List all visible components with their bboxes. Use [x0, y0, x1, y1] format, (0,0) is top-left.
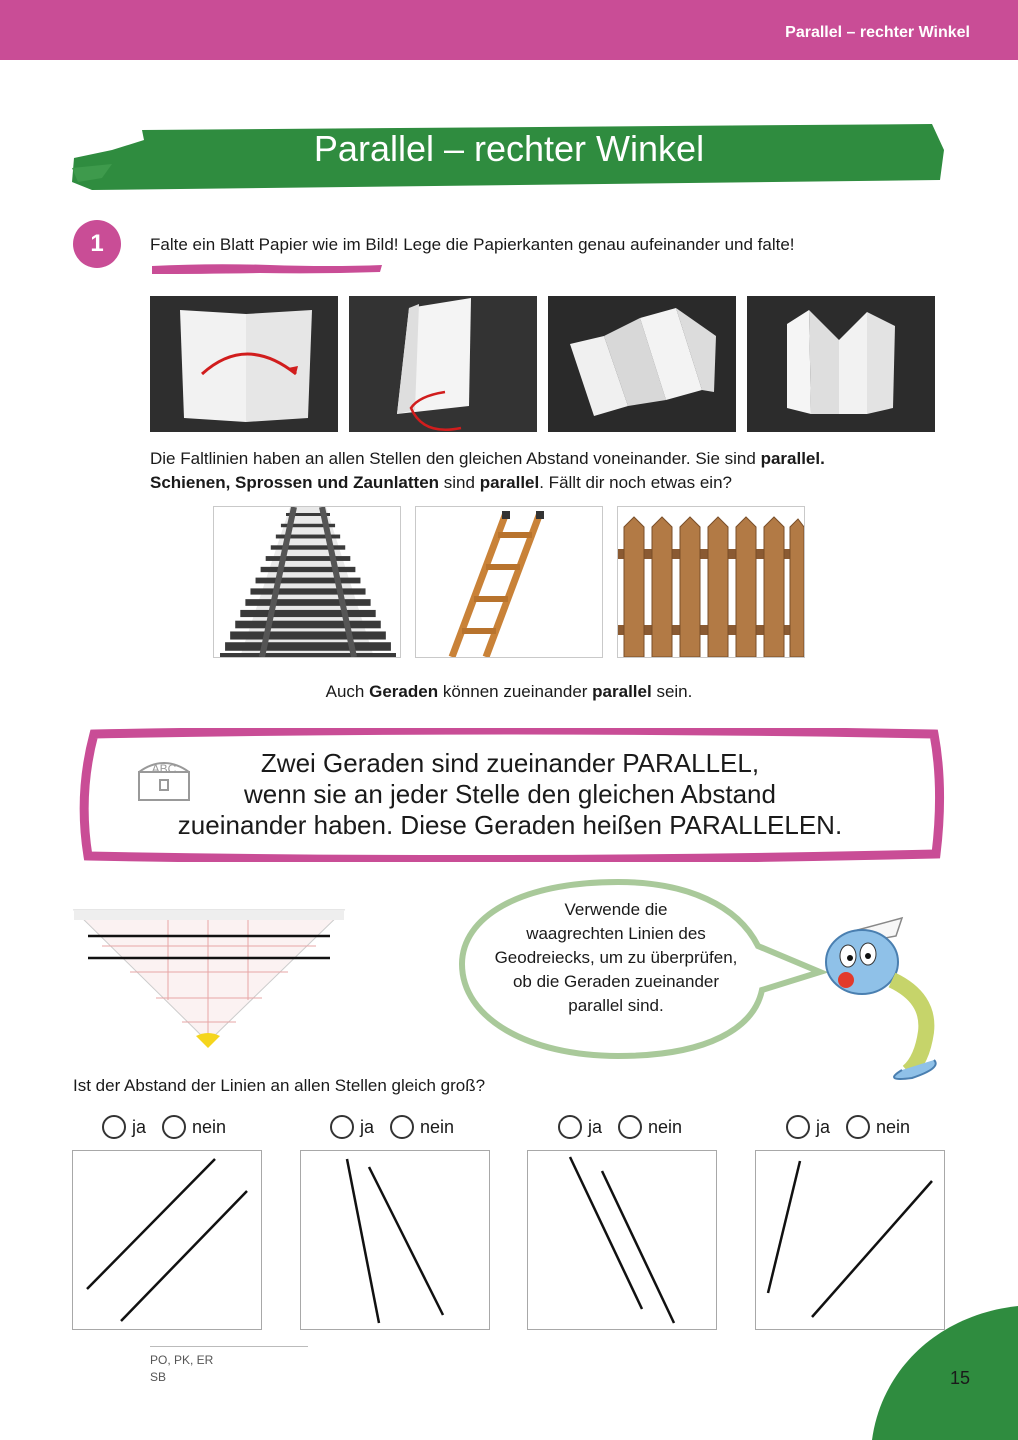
radio-nein-3[interactable]: [618, 1115, 642, 1139]
bubble-line: waagrechten Linien des: [526, 924, 706, 943]
rail-tie: [271, 545, 345, 549]
option-label-nein: nein: [192, 1116, 227, 1137]
radio-nein-4[interactable]: [846, 1115, 870, 1139]
option-label-ja: ja: [132, 1116, 147, 1137]
bubble-line: ob die Geraden zueinander: [512, 972, 720, 991]
fold-photo-3: [548, 296, 736, 432]
fence-photo: [617, 506, 805, 658]
rail-tie: [266, 556, 351, 561]
radio-nein-1[interactable]: [162, 1115, 186, 1139]
radio-ja-2[interactable]: [330, 1115, 354, 1139]
sentence-text: sein.: [651, 682, 693, 701]
option-group-1: [102, 1115, 226, 1139]
ladder-photo: [415, 506, 603, 658]
explanation-paragraph: [150, 447, 950, 495]
para-text: sind: [439, 473, 480, 492]
rail-tie: [261, 567, 356, 572]
sentence-bold-geraden: Geraden: [369, 682, 439, 701]
rail-tie: [220, 653, 396, 657]
radio-nein-2[interactable]: [390, 1115, 414, 1139]
bubble-line: Geodreiecks, um zu überprüfen,: [494, 948, 738, 967]
sentence-text: können zueinander: [438, 682, 593, 701]
footer-codes: [150, 1352, 213, 1386]
icon-label: ABC: [151, 762, 177, 776]
rail-tie: [240, 610, 375, 617]
line-pair-box-4: [755, 1150, 945, 1330]
option-group-3: [558, 1115, 682, 1139]
radio-ja-4[interactable]: [786, 1115, 810, 1139]
rail-tie: [230, 631, 386, 639]
line-pair-box-1: [72, 1150, 262, 1330]
definition-line-1: Zwei Geraden sind zueinander PARALLEL,: [260, 748, 760, 778]
rail-tie: [225, 642, 391, 651]
definition-line-3: zueinander haben. Diese Geraden heißen PARALLELEN.: [177, 810, 843, 840]
line-pair-box-3: [527, 1150, 717, 1330]
fold-photo-4: [747, 296, 935, 432]
speech-bubble-text: [468, 898, 764, 1018]
option-label-nein: nein: [420, 1116, 455, 1137]
worm-mascot: [822, 910, 948, 1086]
sentence-text: Auch: [325, 682, 370, 701]
lines-parallel-sentence: [0, 682, 1018, 702]
running-title: Parallel – rechter Winkel: [785, 24, 970, 41]
bubble-line: Verwende die: [564, 900, 668, 919]
para-text: Die Faltlinien haben an allen Stellen den gleichen Abstand voneinander. Sie sind: [150, 449, 761, 468]
page-title: Parallel – rechter Winkel: [313, 128, 705, 169]
footer-code-2: SB: [150, 1370, 167, 1384]
fold-photo-1: [150, 296, 338, 432]
radio-ja-3[interactable]: [558, 1115, 582, 1139]
radio-ja-1[interactable]: [102, 1115, 126, 1139]
option-label-nein: nein: [876, 1116, 911, 1137]
page-number: 15: [949, 1368, 970, 1388]
geo-triangle-ruler: [72, 906, 346, 1054]
rail-track-photo: [213, 506, 401, 658]
option-group-2: [330, 1115, 454, 1139]
para-bold-parallel: parallel.: [760, 449, 825, 468]
option-label-ja: ja: [360, 1116, 375, 1137]
option-group-4: [786, 1115, 910, 1139]
option-label-nein: nein: [648, 1116, 683, 1137]
sentence-bold-parallel: parallel: [592, 682, 652, 701]
para-bold-examples: Schienen, Sprossen und Zaunlatten: [150, 473, 440, 492]
option-label-ja: ja: [816, 1116, 831, 1137]
question-text: Ist der Abstand der Linien an allen Stellen gleich groß?: [73, 1076, 486, 1095]
task-instruction: Falte ein Blatt Papier wie im Bild! Lege die Papierkanten genau aufeinander und falte!: [150, 235, 795, 254]
rail-tie: [235, 621, 381, 629]
footer-rule: [150, 1346, 308, 1347]
bubble-line: parallel sind.: [568, 996, 664, 1015]
definition-line-2: wenn sie an jeder Stelle den gleichen Abstand: [244, 779, 776, 809]
rail-tie: [256, 578, 361, 584]
footer-code-1: PO, PK, ER: [150, 1353, 214, 1367]
fold-photo-2: [349, 296, 537, 432]
line-pair-box-2: [300, 1150, 490, 1330]
task-number-badge: 1: [73, 220, 121, 268]
para-bold-parallel-2: parallel: [479, 473, 540, 492]
rail-tie: [250, 588, 365, 594]
option-label-ja: ja: [588, 1116, 603, 1137]
highlight-underline: [150, 262, 384, 276]
rail-tie: [245, 599, 370, 606]
para-text: . Fällt dir noch etwas ein?: [539, 473, 732, 492]
corner-decoration: [872, 1306, 1018, 1440]
definition-text: [150, 748, 870, 841]
